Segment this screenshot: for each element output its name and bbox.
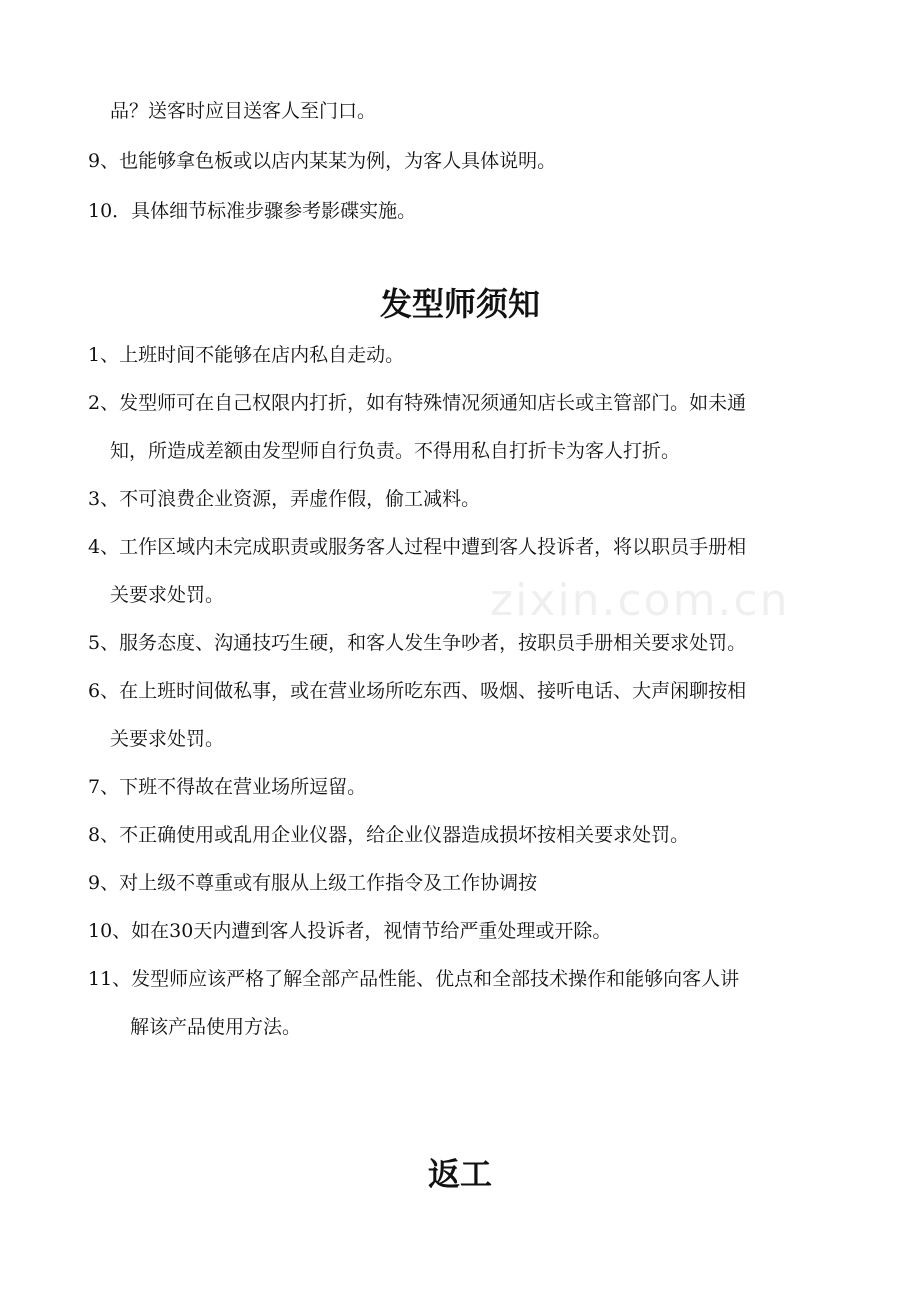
- text-line: 关要求处罚。: [110, 584, 225, 606]
- watermark: zixin.com.cn: [490, 575, 790, 626]
- text-line: 4、工作区域内未完成职责或服务客人过程中遭到客人投诉者，将以职员手册相: [88, 536, 747, 558]
- text-line: 10．具体细节标准步骤参考影碟实施。: [88, 200, 417, 222]
- text-line: 7、下班不得故在营业场所逗留。: [88, 776, 367, 798]
- text-line: 品？送客时应目送客人至门口。: [110, 100, 377, 122]
- text-line: 关要求处罚。: [110, 728, 225, 750]
- text-line: 解该产品使用方法。: [130, 1016, 302, 1038]
- text-line: 1、上班时间不能够在店内私自走动。: [88, 344, 405, 366]
- section-heading: 返工: [427, 1155, 492, 1193]
- section-heading: 发型师须知: [379, 285, 540, 323]
- text-line: 知，所造成差额由发型师自行负责。不得用私自打折卡为客人打折。: [110, 440, 681, 462]
- text-line: 5、服务态度、沟通技巧生硬，和客人发生争吵者，按职员手册相关要求处罚。: [88, 632, 747, 654]
- text-line: 3、不可浪费企业资源，弄虚作假，偷工减料。: [88, 488, 481, 510]
- text-line: 10、如在30天内遭到客人投诉者，视情节给严重处理或开除。: [88, 920, 612, 942]
- text-line: 9、也能够拿色板或以店内某某为例，为客人具体说明。: [88, 150, 557, 172]
- text-line: 2、发型师可在自己权限内打折，如有特殊情况须通知店长或主管部门。如未通: [88, 392, 747, 414]
- text-line: 8、不正确使用或乱用企业仪器，给企业仪器造成损坏按相关要求处罚。: [88, 824, 690, 846]
- text-line: 6、在上班时间做私事，或在营业场所吃东西、吸烟、接听电话、大声闲聊按相: [88, 680, 747, 702]
- text-line: 11、发型师应该严格了解全部产品性能、优点和全部技术操作和能够向客人讲: [88, 968, 740, 990]
- text-line: 9、对上级不尊重或有服从上级工作指令及工作协调按: [88, 872, 538, 894]
